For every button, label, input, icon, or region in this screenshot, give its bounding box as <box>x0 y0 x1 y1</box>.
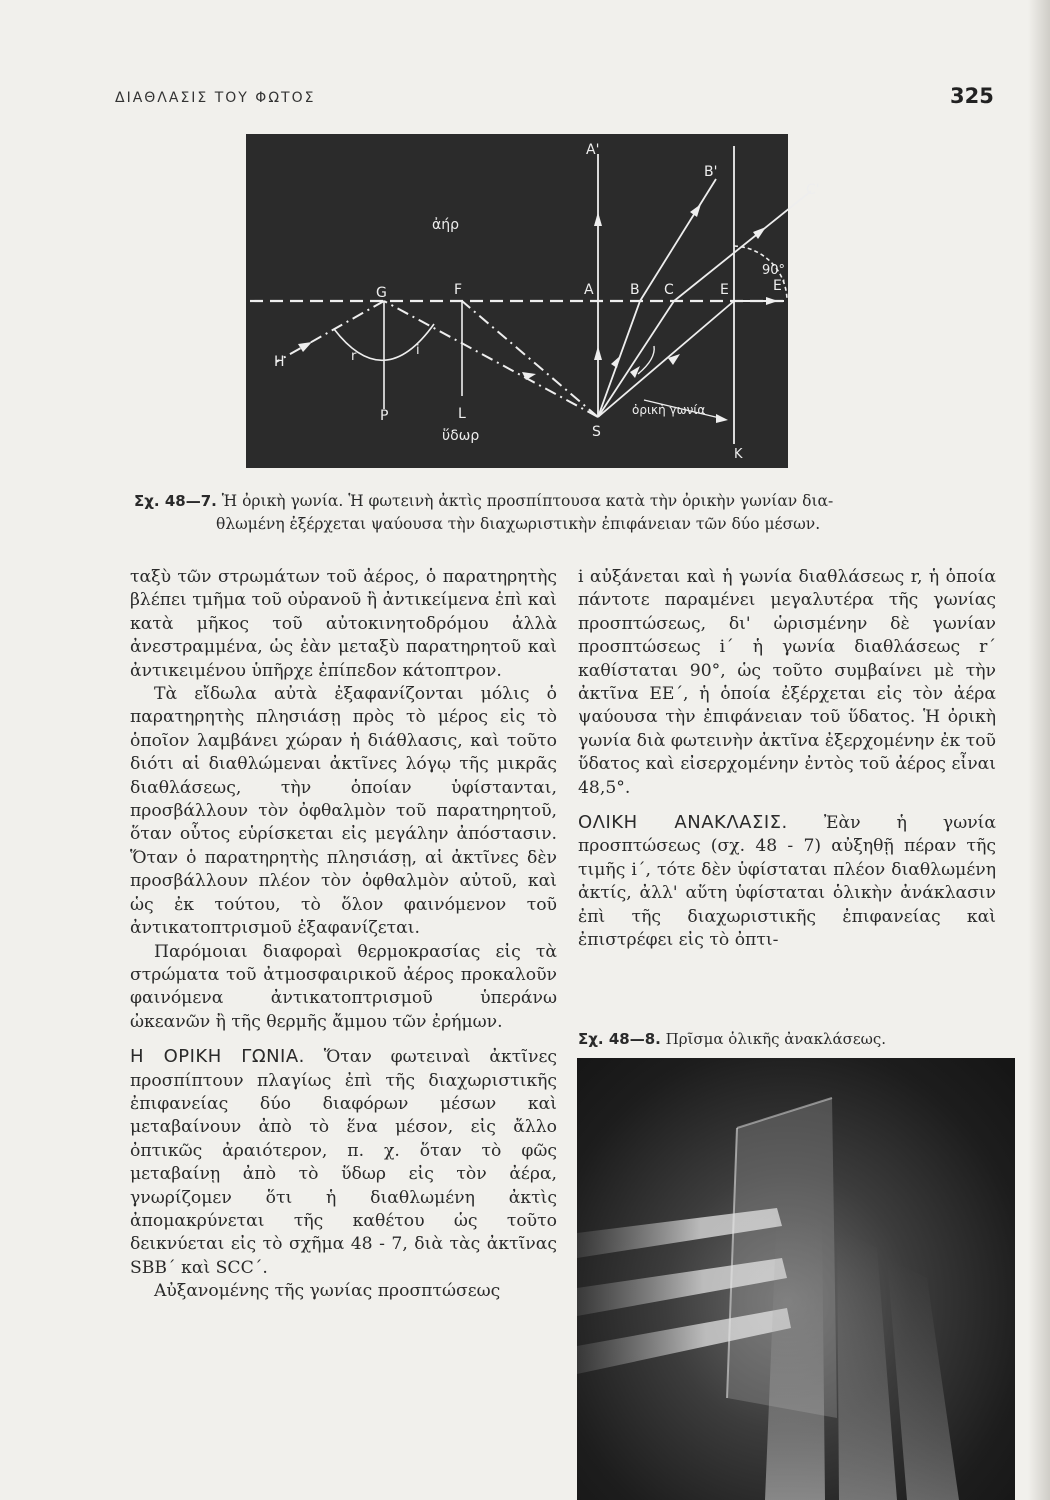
page-number: 325 <box>950 84 994 108</box>
label-b: B <box>630 282 640 298</box>
label-e: E <box>720 282 729 298</box>
right-paragraph-2 <box>578 811 996 952</box>
running-head: ΔΙΑΘΛΑΣΙΣ ΤΟΥ ΦΩΤΟΣ <box>115 90 316 106</box>
label-right-angle: ὀρικὴ γωνία <box>632 403 706 417</box>
ray-gh <box>276 301 384 362</box>
ray-bb-prime <box>640 179 716 301</box>
label-l: L <box>458 406 466 422</box>
ray-sc <box>598 301 674 417</box>
label-h: H <box>274 354 285 370</box>
arrow-a-up-icon <box>594 212 602 226</box>
section-heading-total-reflection: ΟΛΙΚΗ ΑΝΑΚΛΑΣΙΣ. <box>578 812 788 834</box>
label-c-prime: C' <box>806 182 820 198</box>
right-column <box>578 566 996 953</box>
page-edge-shadow <box>1028 0 1050 1500</box>
left-paragraph-1: ταξὺ τῶν στρωμάτων τοῦ ἀέρος, ὁ παρατηρητὴς βλέπει τμῆμα τοῦ οὐρανοῦ ἢ ἀντικείμενα ἐπὶ καὶ κατὰ μῆκος τοῦ αὐτοκινητοδρόμου ἀλλὰ ἀνεστραμμένα, ὡς ἐὰν μεταξὺ παρατηρητοῦ καὶ ἀντικειμένου ὑπῆρχε ἐπίπεδον κάτοπτρον. <box>130 567 557 681</box>
right-paragraph-1: i αὐξάνεται καὶ ἡ γωνία διαθλάσεως r, ἡ ὁποία πάντοτε παραμένει μεγαλυτέρα τῆς γωνίας προσπτώσεως, δι' ὡρισμένην δὲ γωνίαν προσπτώσεως i΄ ἡ γωνία διαθλάσεως r΄ καθίσταται 90°, ὡς τοῦτο συμβαίνει μὲ τὴν ἀκτῖνα EE΄, ἡ ὁποία ἐξέρχεται εἰς τὸν ἀέρα ψαύουσα τὴν ἐπιφάνειαν τοῦ ὕδατος. Ἡ ὀρικὴ γωνία διὰ φωτεινὴν ἀκτῖνα ἐξερχομένην ἐκ τοῦ ὕδατος καὶ εἰσερχομένην ἐντὸς τοῦ ἀέρος εἶναι 48,5°. <box>578 567 996 798</box>
figure-2-caption-label: Σχ. 48—8. <box>578 1030 661 1048</box>
label-angle-90: 90° <box>762 263 786 278</box>
figure-2-caption <box>578 1030 998 1048</box>
arrow-gh-icon <box>298 342 312 352</box>
ray-sf <box>462 301 598 417</box>
left-paragraph-4-text: Ὅταν φωτειναὶ ἀκτῖνες προσπίπτουν πλαγίως ἐπὶ τῆς διαχωριστικῆς ἐπιφανείας δύο διαφόρων μέσων καὶ μεταβαίνουν ἀπὸ τὸ ἕνα μέσον, εἰς ἄλλο ὀπτικῶς ἀραιότερον, π. χ. ὅταν τὸ φῶς μεταβαίνῃ ἀπὸ τὸ ὕδωρ εἰς τὸν ἀέρα, γνωρίζομεν ὅτι ἡ διαθλωμένη ἀκτὶς ἀπομακρύνεται τῆς καθέτου ὡς τοῦτο δεικνύεται εἰς τὸ σχῆμα 48 - 7, διὰ τὰς ἀκτῖνας SBB΄ καὶ SCC΄. <box>130 1047 557 1278</box>
left-paragraph-3: Παρόμοιαι διαφοραὶ θερμοκρασίας εἰς τὰ στρώματα τοῦ ἀτμοσφαιρικοῦ ἀέρος προκαλοῦν φαινόμενα ἀντικατοπτρισμοῦ ὑπεράνω ὠκεανῶν ἢ τῆς θερμῆς ἄμμου τῶν ἐρήμων. <box>130 941 557 1032</box>
figure-1-caption-line-1: Ἡ ὀρικὴ γωνία. Ἡ φωτεινὴ ἀκτὶς προσπίπτουσα κατὰ τὴν ὀρικὴν γωνίαν δια- <box>221 492 834 510</box>
ray-sg <box>384 301 598 417</box>
label-b-prime: B' <box>704 164 718 180</box>
arrow-sa-up-icon <box>594 346 602 360</box>
figure-2-caption-text: Πρῖσμα ὁλικῆς ἀνακλάσεως. <box>665 1030 887 1048</box>
label-p: P <box>380 408 389 424</box>
label-f: F <box>454 282 463 298</box>
label-i: i <box>416 343 420 358</box>
right-paragraph-2-text: Ἐὰν ἡ γωνία προσπτώσεως (σχ. 48 - 7) αὐξηθῇ πέραν τῆς τιμῆς i΄, τότε δὲν ὑφίσταται πλέον διαθλωμένη ἀκτίς, ἀλλ' αὕτη ὑφίσταται ὁλικὴν ἀνάκλασιν ἐπὶ τῆς διαχωριστικῆς ἐπιφανείας καὶ ἐπιστρέφει εἰς τὸ ὀπτι- <box>578 813 997 951</box>
arrow-c-prime-icon <box>753 227 766 239</box>
label-k: K <box>734 447 743 462</box>
figure-1-caption <box>134 490 990 536</box>
figure-1-caption-line-2: θλωμένη ἐξέρχεται ψαύουσα τὴν διαχωριστικὴν ἐπιφάνειαν τῶν δύο μέσων. <box>216 515 821 533</box>
figure-critical-angle-diagram <box>246 134 820 468</box>
label-g: G <box>376 285 387 301</box>
left-paragraph-2: Τὰ εἴδωλα αὐτὰ ἐξαφανίζονται μόλις ὁ παρατηρητὴς πλησιάσῃ πρὸς τὸ μέρος εἰς τὸ ὁποῖον λαμβάνει χώραν ἡ διάθλασις, καὶ τοῦτο διότι αἱ διαθλώμεναι ἀκτῖνες λόγῳ τῆς μικρᾶς διαθλάσεως, τὴν ὁποίαν ὑφίστανται, προσβάλλουν τὸν ὀφθαλμὸν τοῦ παρατηρητοῦ, ὅταν οὗτος εὑρίσκεται εἰς μεγάλην ἀπόστασιν. Ὅταν ὁ παρατηρητὴς πλησιάσῃ, αἱ ἀκτῖνες δὲν προσβάλλουν πλέον τὸν ὀφθαλμὸν αὐτοῦ, καὶ ὡς ἐκ τούτου, τὸ ὅλον φαινόμενον τοῦ ἀντικατοπτρισμοῦ ἐξαφανίζεται. <box>130 684 557 939</box>
label-water: ὕδωρ <box>442 428 480 444</box>
arrow-right-angle-icon <box>716 414 728 423</box>
label-r: r <box>351 349 357 364</box>
label-s: S <box>592 424 601 440</box>
ray-cc-prime <box>674 191 811 301</box>
arrow-b-prime-icon <box>690 204 701 217</box>
left-paragraph-5: Αὐξανομένης τῆς γωνίας προσπτώσεως <box>154 1281 501 1302</box>
section-heading-critical-angle: Η ΟΡΙΚΗ ΓΩΝΙΑ. <box>130 1046 305 1068</box>
prism-photo-illustration <box>577 1058 1015 1500</box>
left-column <box>130 566 557 1304</box>
label-c: C <box>664 282 674 298</box>
reflected-beam-3 <box>887 1258 959 1500</box>
label-a: A <box>584 282 594 298</box>
figure-total-reflection-prism-photo <box>577 1058 1015 1500</box>
label-air: ἀήρ <box>432 217 459 233</box>
figure-critical-angle <box>246 134 820 468</box>
arrow-e-prime-icon <box>766 297 778 305</box>
left-paragraph-4 <box>130 1045 557 1280</box>
arrow-sc-icon <box>630 366 640 378</box>
label-a-prime: A' <box>586 142 600 158</box>
label-e-prime: E' <box>773 278 786 294</box>
figure-1-caption-label: Σχ. 48—7. <box>134 492 217 510</box>
angle-arc-critical <box>638 346 654 374</box>
